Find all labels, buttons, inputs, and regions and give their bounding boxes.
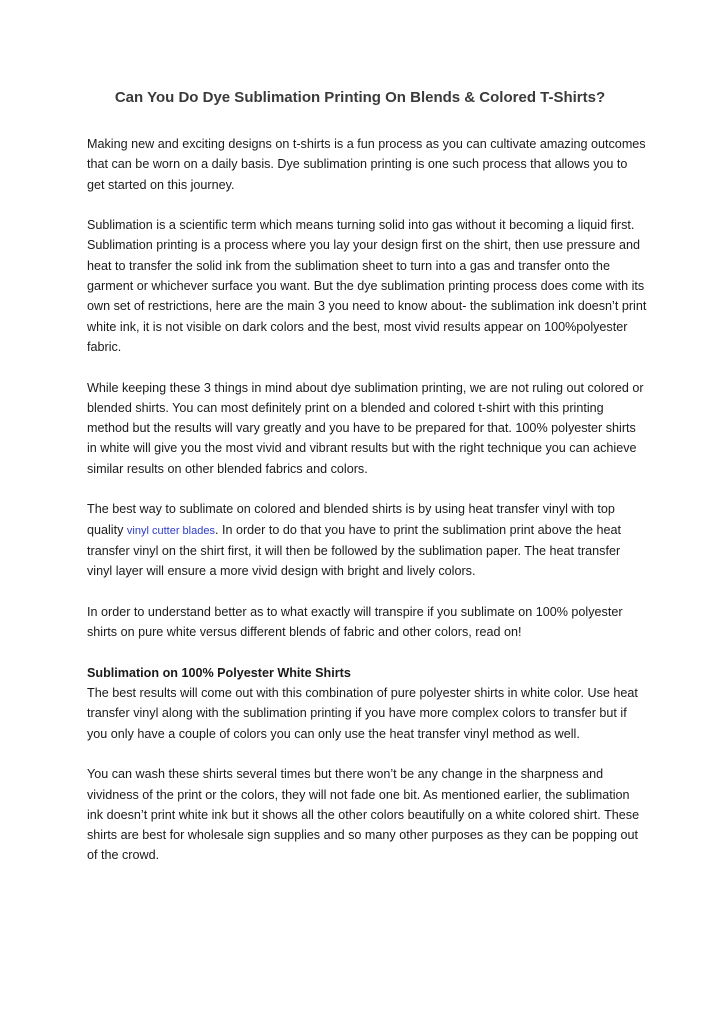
- paragraph-sublimation-definition: Sublimation is a scientific term which means turning solid into gas without it becoming a liquid first. Sublimation printing is a process where you lay your design first on the shirt, then use pressure and heat to transfer the solid ink from the sublimation sheet to turn into a gas and transfer onto the garment or whichever surface you want. But the dye sublimation printing process does come with its own set of restrictions, here are the main 3 you need to know about- the sublimation ink doesn’t print white ink, it is not visible on dark colors and the best, most vivid results appear on 100%polyester fabric.: [87, 218, 647, 354]
- section-polyester-white: [87, 663, 647, 744]
- paragraph-read-on: In order to understand better as to what exactly will transpire if you sublimate on 100% polyester shirts on pure white versus different blends of fabric and other colors, read on!: [87, 604, 623, 640]
- paragraph-heat-transfer: [87, 499, 647, 581]
- document-body: [87, 134, 647, 886]
- section-paragraph-1: The best results will come out with this combination of pure polyester shirts in white color. Use heat transfer vinyl along with the sublimation printing if you have more complex colors to transfer but if you only have a couple of colors you can only use the heat transfer vinyl method as well.: [87, 686, 638, 741]
- paragraph-intro: Making new and exciting designs on t-shirts is a fun process as you can cultivate amazing outcomes that can be worn on a daily basis. Dye sublimation printing is one such process that allows you to get started on this journey.: [87, 137, 646, 192]
- document-title: Can You Do Dye Sublimation Printing On Blends & Colored T-Shirts?: [114, 89, 606, 106]
- paragraph-text-after-link: . In order to do that you have to print the sublimation print above the heat transfer vinyl on the shirt first, it will then be followed by the sublimation paper. The heat transfer vinyl layer will ensure a more vivid design with bright and lively colors.: [87, 522, 622, 579]
- paragraph-colored-blended: While keeping these 3 things in mind about dye sublimation printing, we are not ruling out colored or blended shirts. You can most definitely print on a blended and colored t-shirt with this printing method but the results will vary greatly and you have to be prepared for that. 100% polyester shirts in white will give you the most vivid and vibrant results but with the right technique you can achieve similar results on other blended fabrics and colors.: [87, 380, 644, 476]
- vinyl-cutter-blades-link[interactable]: vinyl cutter blades: [126, 524, 215, 537]
- section-paragraph-2: You can wash these shirts several times but there won’t be any change in the sharpness and vividness of the print or the colors, they will not fade one bit. As mentioned earlier, the sublimation ink doesn’t print white ink but it shows all the other colors beautifully on a white colored shirt. These shirts are best for wholesale sign supplies and so many other purposes as they can be popping out of the crowd.: [87, 767, 640, 863]
- paragraph-text-before-link: The best way to sublimate on colored and blended shirts is by using heat transfer vinyl with top quality: [87, 502, 615, 537]
- section-heading: Sublimation on 100% Polyester White Shirts: [87, 665, 351, 680]
